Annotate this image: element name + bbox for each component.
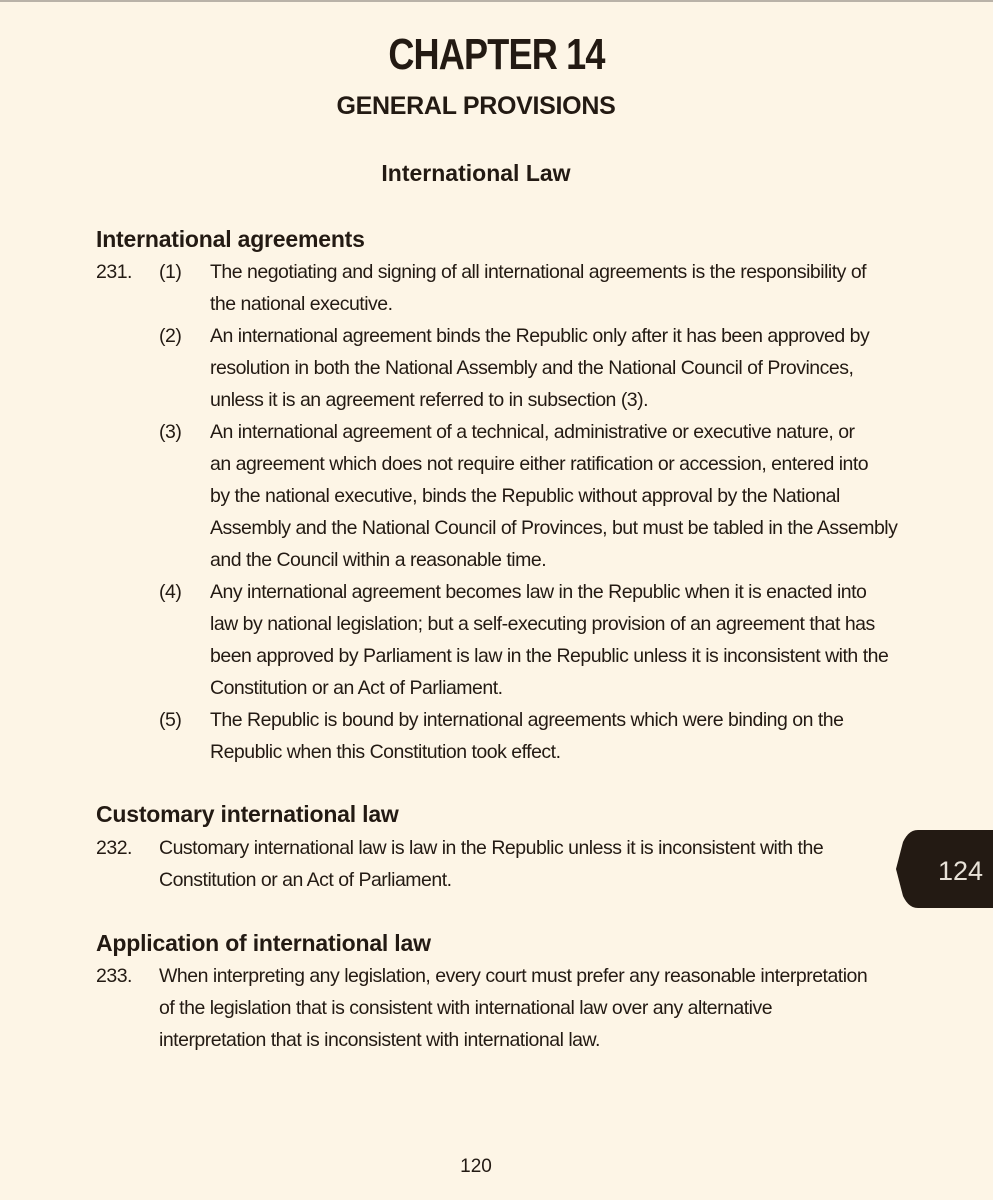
page-tab-number: 124 bbox=[938, 856, 984, 886]
subsection-line: The negotiating and signing of all international agreements is the responsibility of bbox=[210, 261, 867, 283]
section-line: interpretation that is inconsistent with international law. bbox=[159, 1029, 600, 1051]
subsection-line: An international agreement binds the Republic only after it has been approved by bbox=[210, 325, 870, 347]
section-line: Customary international law is law in the Republic unless it is inconsistent with the bbox=[159, 837, 824, 859]
section-line: of the legislation that is consistent with international law over any alternative bbox=[159, 997, 773, 1019]
page-number: 120 bbox=[460, 1156, 492, 1177]
subsection-label: (2) bbox=[159, 325, 182, 347]
subsection-label: (5) bbox=[159, 709, 182, 731]
top-rule bbox=[0, 0, 993, 2]
section-number-233: 233. bbox=[96, 965, 132, 987]
subsection-label: (3) bbox=[159, 421, 182, 443]
subsection-line: Republic when this Constitution took effect. bbox=[210, 741, 561, 763]
subsection-line: Constitution or an Act of Parliament. bbox=[210, 677, 503, 699]
subsection-line: The Republic is bound by international agreements which were binding on the bbox=[210, 709, 844, 731]
section-line: When interpreting any legislation, every court must prefer any reasonable interpretation bbox=[159, 965, 868, 987]
subsection-line: An international agreement of a technical, administrative or executive nature, or bbox=[210, 421, 855, 443]
section-number-232: 232. bbox=[96, 837, 132, 859]
chapter-title: CHAPTER 14 bbox=[388, 30, 605, 79]
section-heading-231: International agreements bbox=[96, 226, 365, 252]
section-line: Constitution or an Act of Parliament. bbox=[159, 869, 452, 891]
subsection-line: an agreement which does not require either ratification or accession, entered into bbox=[210, 453, 869, 475]
subsection-line: been approved by Parliament is law in the Republic unless it is inconsistent with the bbox=[210, 645, 889, 667]
subsection-line: Any international agreement becomes law in the Republic when it is enacted into bbox=[210, 581, 867, 603]
subsection-line: the national executive. bbox=[210, 293, 393, 315]
subsection-line: by the national executive, binds the Republic without approval by the National bbox=[210, 485, 840, 507]
section-number-231: 231. bbox=[96, 261, 132, 283]
subsection-line: law by national legislation; but a self-executing provision of an agreement that has bbox=[210, 613, 875, 635]
subsection-line: and the Council within a reasonable time. bbox=[210, 549, 547, 571]
subsection-line: Assembly and the National Council of Provinces, but must be tabled in the Assembly bbox=[210, 517, 898, 539]
subsection-label: (1) bbox=[159, 261, 182, 283]
subsection-line: resolution in both the National Assembly and the National Council of Provinces, bbox=[210, 357, 854, 379]
section-heading-232: Customary international law bbox=[96, 801, 399, 827]
part-title: International Law bbox=[381, 160, 571, 186]
chapter-subtitle: GENERAL PROVISIONS bbox=[336, 92, 616, 120]
subsection-line: unless it is an agreement referred to in subsection (3). bbox=[210, 389, 649, 411]
section-heading-233: Application of international law bbox=[96, 930, 431, 956]
subsection-label: (4) bbox=[159, 581, 182, 603]
